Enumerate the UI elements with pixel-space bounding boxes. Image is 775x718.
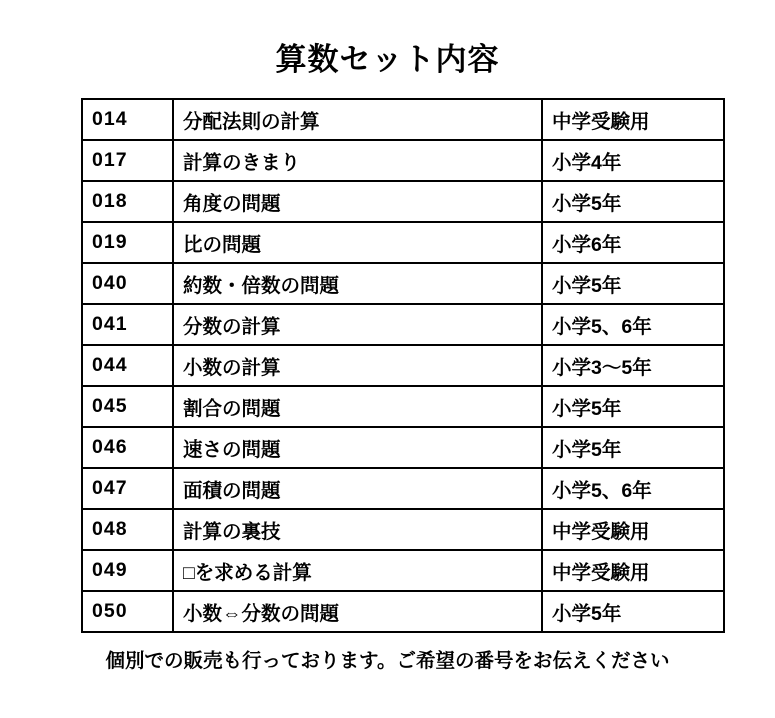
cell-code: 048 <box>82 509 173 550</box>
cell-grade: 小学3〜5年 <box>542 345 724 386</box>
cell-name: 約数・倍数の問題 <box>173 263 542 304</box>
cell-grade: 小学4年 <box>542 140 724 181</box>
cell-code: 050 <box>82 591 173 632</box>
set-contents-table <box>81 98 725 633</box>
table-row <box>82 263 724 304</box>
page-title: 算数セット内容 <box>275 42 500 77</box>
table-row <box>82 304 724 345</box>
cell-name: 角度の問題 <box>173 181 542 222</box>
cell-grade: 小学5年 <box>542 591 724 632</box>
table-row <box>82 222 724 263</box>
set-contents-table-wrapper <box>81 98 694 633</box>
cell-grade: 小学5年 <box>542 427 724 468</box>
cell-code: 045 <box>82 386 173 427</box>
cell-code: 017 <box>82 140 173 181</box>
cell-code: 019 <box>82 222 173 263</box>
table-row <box>82 181 724 222</box>
cell-name: 計算のきまり <box>173 140 542 181</box>
cell-code: 046 <box>82 427 173 468</box>
footer-note: 個別での販売も行っております。ご希望の番号をお伝えください <box>105 650 670 672</box>
cell-code: 018 <box>82 181 173 222</box>
cell-name: 割合の問題 <box>173 386 542 427</box>
cell-code: 049 <box>82 550 173 591</box>
cell-name: 小数⇔分数の問題 <box>173 591 542 632</box>
cell-name: 分配法則の計算 <box>173 99 542 140</box>
cell-code: 041 <box>82 304 173 345</box>
cell-grade: 中学受験用 <box>542 550 724 591</box>
cell-grade: 小学5年 <box>542 263 724 304</box>
table-body <box>82 99 724 632</box>
table-row <box>82 550 724 591</box>
cell-name: 比の問題 <box>173 222 542 263</box>
cell-grade: 小学6年 <box>542 222 724 263</box>
cell-name: 計算の裏技 <box>173 509 542 550</box>
cell-code: 044 <box>82 345 173 386</box>
cell-grade: 小学5、6年 <box>542 468 724 509</box>
table-row <box>82 509 724 550</box>
cell-grade: 小学5年 <box>542 386 724 427</box>
cell-code: 047 <box>82 468 173 509</box>
table-row <box>82 99 724 140</box>
cell-name: 速さの問題 <box>173 427 542 468</box>
cell-grade: 中学受験用 <box>542 99 724 140</box>
cell-code: 040 <box>82 263 173 304</box>
cell-name: 面積の問題 <box>173 468 542 509</box>
cell-name: □を求める計算 <box>173 550 542 591</box>
table-row <box>82 427 724 468</box>
cell-name: 小数の計算 <box>173 345 542 386</box>
cell-grade: 小学5、6年 <box>542 304 724 345</box>
table-row <box>82 140 724 181</box>
cell-grade: 中学受験用 <box>542 509 724 550</box>
cell-code: 014 <box>82 99 173 140</box>
table-row <box>82 386 724 427</box>
cell-name: 分数の計算 <box>173 304 542 345</box>
cell-grade: 小学5年 <box>542 181 724 222</box>
table-row <box>82 468 724 509</box>
table-row <box>82 591 724 632</box>
table-row <box>82 345 724 386</box>
